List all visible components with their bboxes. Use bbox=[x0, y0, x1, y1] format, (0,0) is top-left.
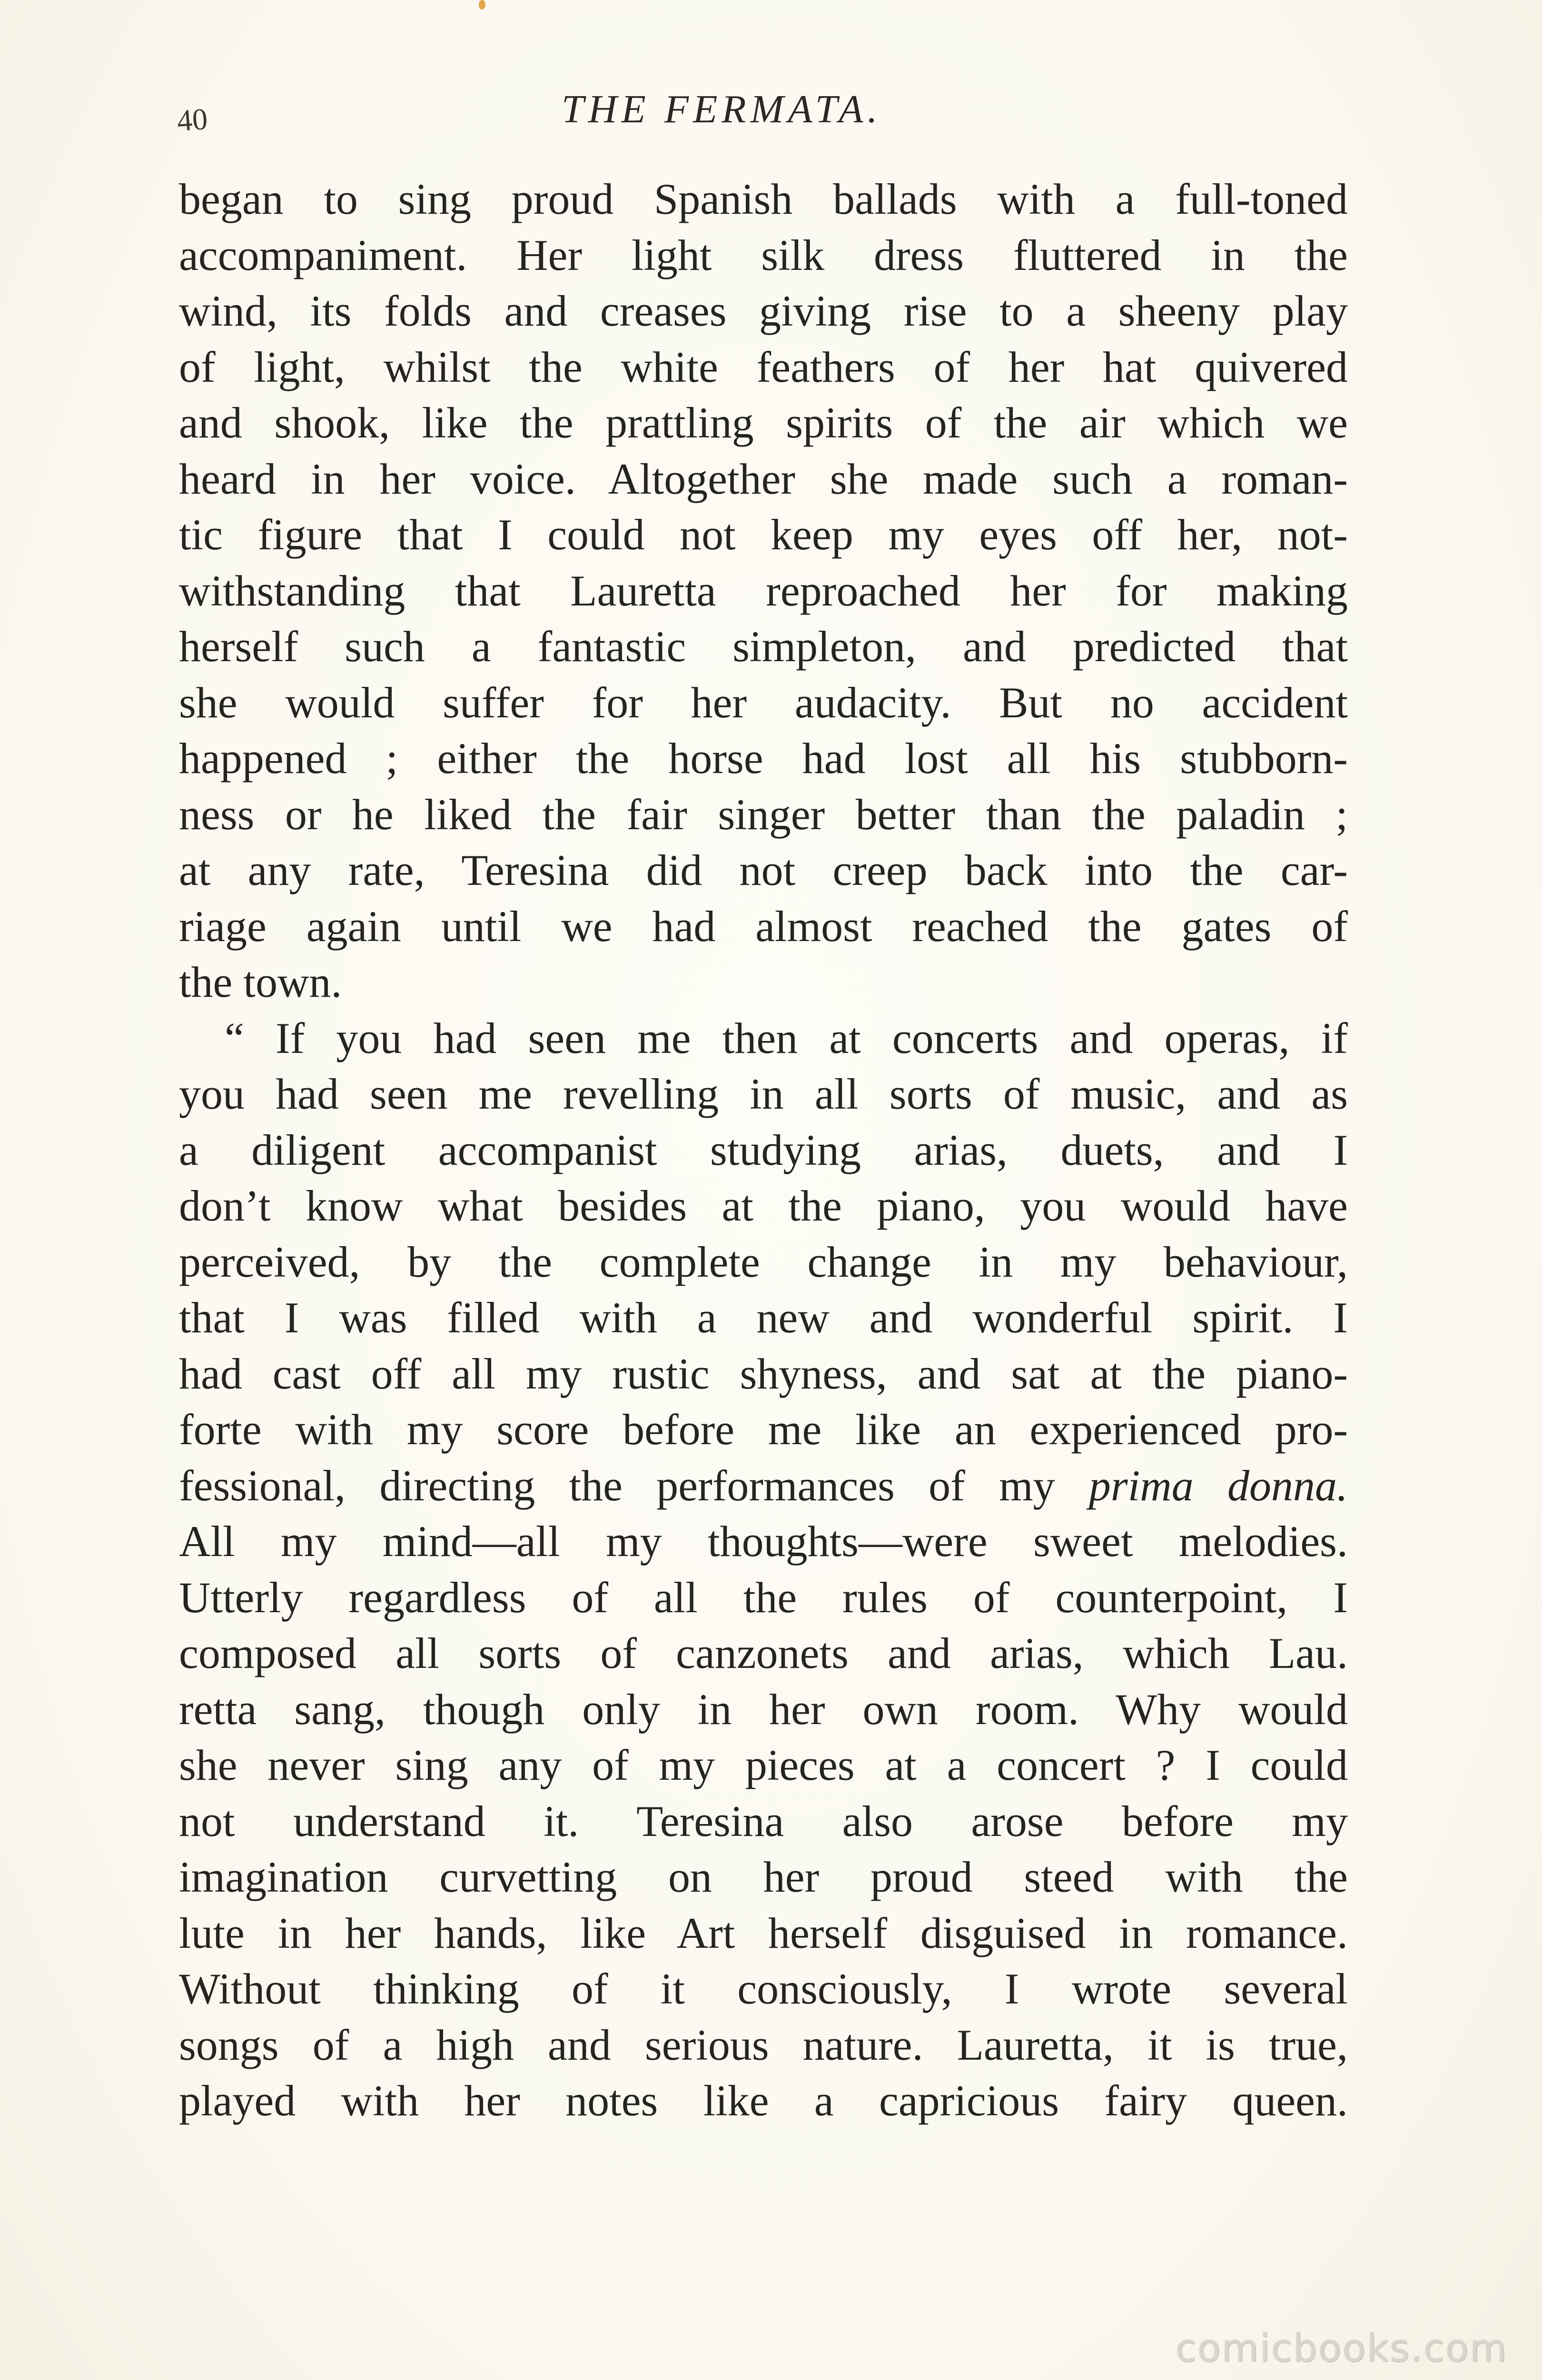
text-line: not understand it. Teresina also arose before my bbox=[179, 1796, 1348, 1845]
text-line: you had seen me revelling in all sorts of music, and as bbox=[179, 1070, 1348, 1118]
text-line: she never sing any of my pieces at a concert ? I could bbox=[179, 1741, 1348, 1789]
text-line: began to sing proud Spanish ballads with a full-toned bbox=[179, 175, 1348, 223]
text-line: Utterly regardless of all the rules of counterpoint, I bbox=[179, 1573, 1348, 1622]
text-line: and shook, like the prattling spirits of the air which we bbox=[179, 398, 1348, 447]
text-line-with-italic bbox=[179, 1458, 1348, 1514]
running-title: THE FERMATA. bbox=[562, 87, 882, 131]
text-line: tic figure that I could not keep my eyes off her, not- bbox=[179, 510, 1348, 559]
text-line: perceived, by the complete change in my behaviour, bbox=[179, 1237, 1348, 1286]
text-line: lute in her hands, like Art herself disguised in romance. bbox=[179, 1908, 1348, 1957]
text-line: a diligent accompanist studying arias, duets, and I bbox=[179, 1125, 1348, 1174]
text-line: that I was filled with a new and wonderful spirit. I bbox=[179, 1293, 1348, 1342]
text-line: forte with my score before me like an experienced pro- bbox=[179, 1405, 1348, 1454]
text-line: retta sang, though only in her own room. Why would bbox=[179, 1685, 1348, 1734]
text-line: don’t know what besides at the piano, you would have bbox=[179, 1181, 1348, 1230]
paragraph-end-line: the town. bbox=[179, 958, 342, 1006]
text-line: had cast off all my rustic shyness, and sat at the piano- bbox=[179, 1349, 1348, 1398]
text-line: withstanding that Lauretta reproached her for making bbox=[179, 566, 1348, 615]
text-line: ness or he liked the fair singer better than the paladin ; bbox=[179, 790, 1348, 839]
text-line: happened ; either the horse had lost all his stubborn- bbox=[179, 734, 1348, 783]
italic-phrase: prima donna. bbox=[1088, 1461, 1348, 1510]
text-line: heard in her voice. Altogether she made such a roman- bbox=[179, 454, 1348, 503]
text-line: herself such a fantastic simpleton, and predicted that bbox=[179, 622, 1348, 671]
text-line: of light, whilst the white feathers of her hat quivered bbox=[179, 342, 1348, 391]
body-text bbox=[179, 171, 1348, 2129]
paragraph-start-line: “ If you had seen me then at concerts and operas, if bbox=[225, 1013, 1348, 1062]
text-line: riage again until we had almost reached the gates of bbox=[179, 902, 1348, 951]
text-line: played with her notes like a capricious fairy queen. bbox=[179, 2076, 1348, 2125]
text-line: Without thinking of it consciously, I wrote several bbox=[179, 1964, 1348, 2013]
text-line: she would suffer for her audacity. But no accident bbox=[179, 678, 1348, 727]
text-line: imagination curvetting on her proud steed with the bbox=[179, 1853, 1348, 1901]
paper-speck bbox=[479, 0, 485, 10]
text-line: accompaniment. Her light silk dress fluttered in the bbox=[179, 230, 1348, 279]
text-line: at any rate, Teresina did not creep back into the car- bbox=[179, 846, 1348, 894]
line-text: fessional, directing the performances of my bbox=[179, 1461, 1055, 1510]
text-line: songs of a high and serious nature. Lauretta, it is true, bbox=[179, 2020, 1348, 2069]
text-line: wind, its folds and creases giving rise to a sheeny play bbox=[179, 287, 1348, 335]
site-watermark: comicbooks.com bbox=[1175, 2326, 1508, 2370]
page-number: 40 bbox=[176, 101, 209, 138]
text-line: All my mind—all my thoughts—were sweet melodies. bbox=[179, 1517, 1348, 1566]
text-line: composed all sorts of canzonets and arias, which Lau. bbox=[179, 1629, 1348, 1677]
